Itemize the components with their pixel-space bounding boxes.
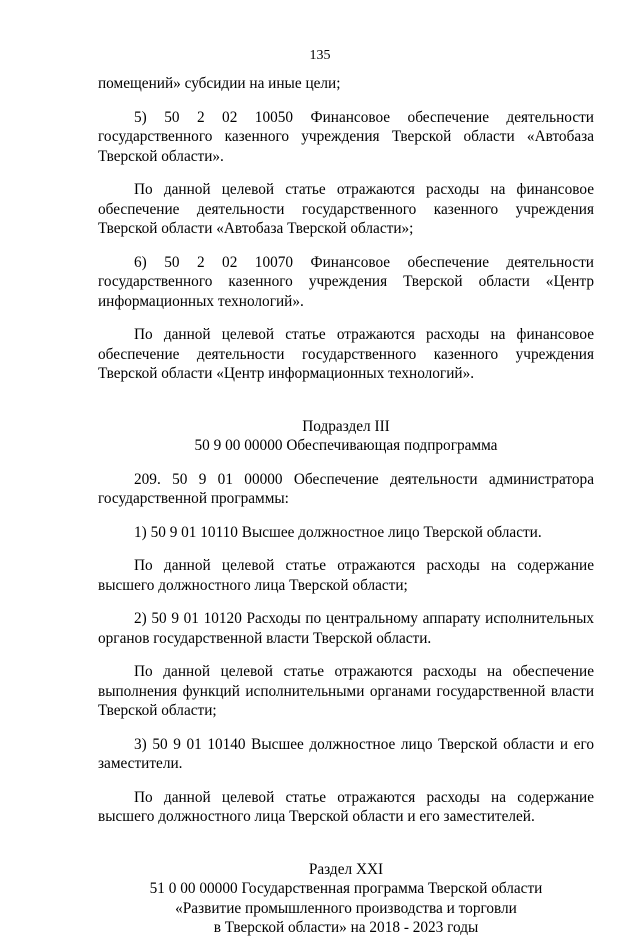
- document-body: [98, 74, 594, 938]
- paragraph: По данной целевой статье отражаются расходы на содержание высшего должностного лица Тверской области и его заместителей.: [98, 788, 594, 825]
- paragraph: 2) 50 9 01 10120 Расходы по центральному аппарату исполнительных органов государственной власти Тверской области.: [98, 610, 594, 647]
- paragraph: 209. 50 9 01 00000 Обеспечение деятельности администратора государственной программы:: [98, 470, 594, 507]
- paragraph: По данной целевой статье отражаются расходы на обеспечение выполнения функций исполнительными органами государственной власти Тверской области;: [98, 663, 594, 719]
- paragraph: По данной целевой статье отражаются расходы на финансовое обеспечение деятельности государственного казенного учреждения Тверской области «Центр информационных технологий».: [98, 326, 594, 382]
- section-subtitle-line: в Тверской области» на 2018 - 2023 годы: [213, 919, 479, 936]
- section-subtitle-line: «Развитие промышленного производства и торговли: [175, 899, 517, 917]
- paragraph: 6) 50 2 02 10070 Финансовое обеспечение деятельности государственного казенного учреждения Тверской области «Центр информационных технологий».: [98, 253, 594, 310]
- paragraph: 5) 50 2 02 10050 Финансовое обеспечение деятельности государственного казенного учреждения Тверской области «Автобаза Тверской области».: [98, 108, 594, 165]
- section-subtitle-line: 51 0 00 00000 Государственная программа Тверской области: [149, 880, 543, 897]
- subsection-title: Подраздел III: [302, 417, 390, 435]
- page-number: 135: [309, 48, 331, 63]
- paragraph: 1) 50 9 01 10110 Высшее должностное лицо Тверской области.: [134, 523, 542, 541]
- paragraph: помещений» субсидии на иные цели;: [98, 75, 341, 92]
- subsection-heading: [98, 417, 594, 456]
- section-title: Раздел XXI: [308, 860, 384, 878]
- paragraph: По данной целевой статье отражаются расходы на содержание высшего должностного лица Тверской области;: [98, 557, 594, 594]
- paragraph: По данной целевой статье отражаются расходы на финансовое обеспечение деятельности государственного казенного учреждения Тверской области «Автобаза Тверской области»;: [98, 181, 594, 237]
- subsection-subtitle: 50 9 00 00000 Обеспечивающая подпрограмма: [194, 437, 498, 454]
- section-heading: [98, 860, 594, 938]
- paragraph: 3) 50 9 01 10140 Высшее должностное лицо Тверской области и его заместители.: [98, 735, 594, 772]
